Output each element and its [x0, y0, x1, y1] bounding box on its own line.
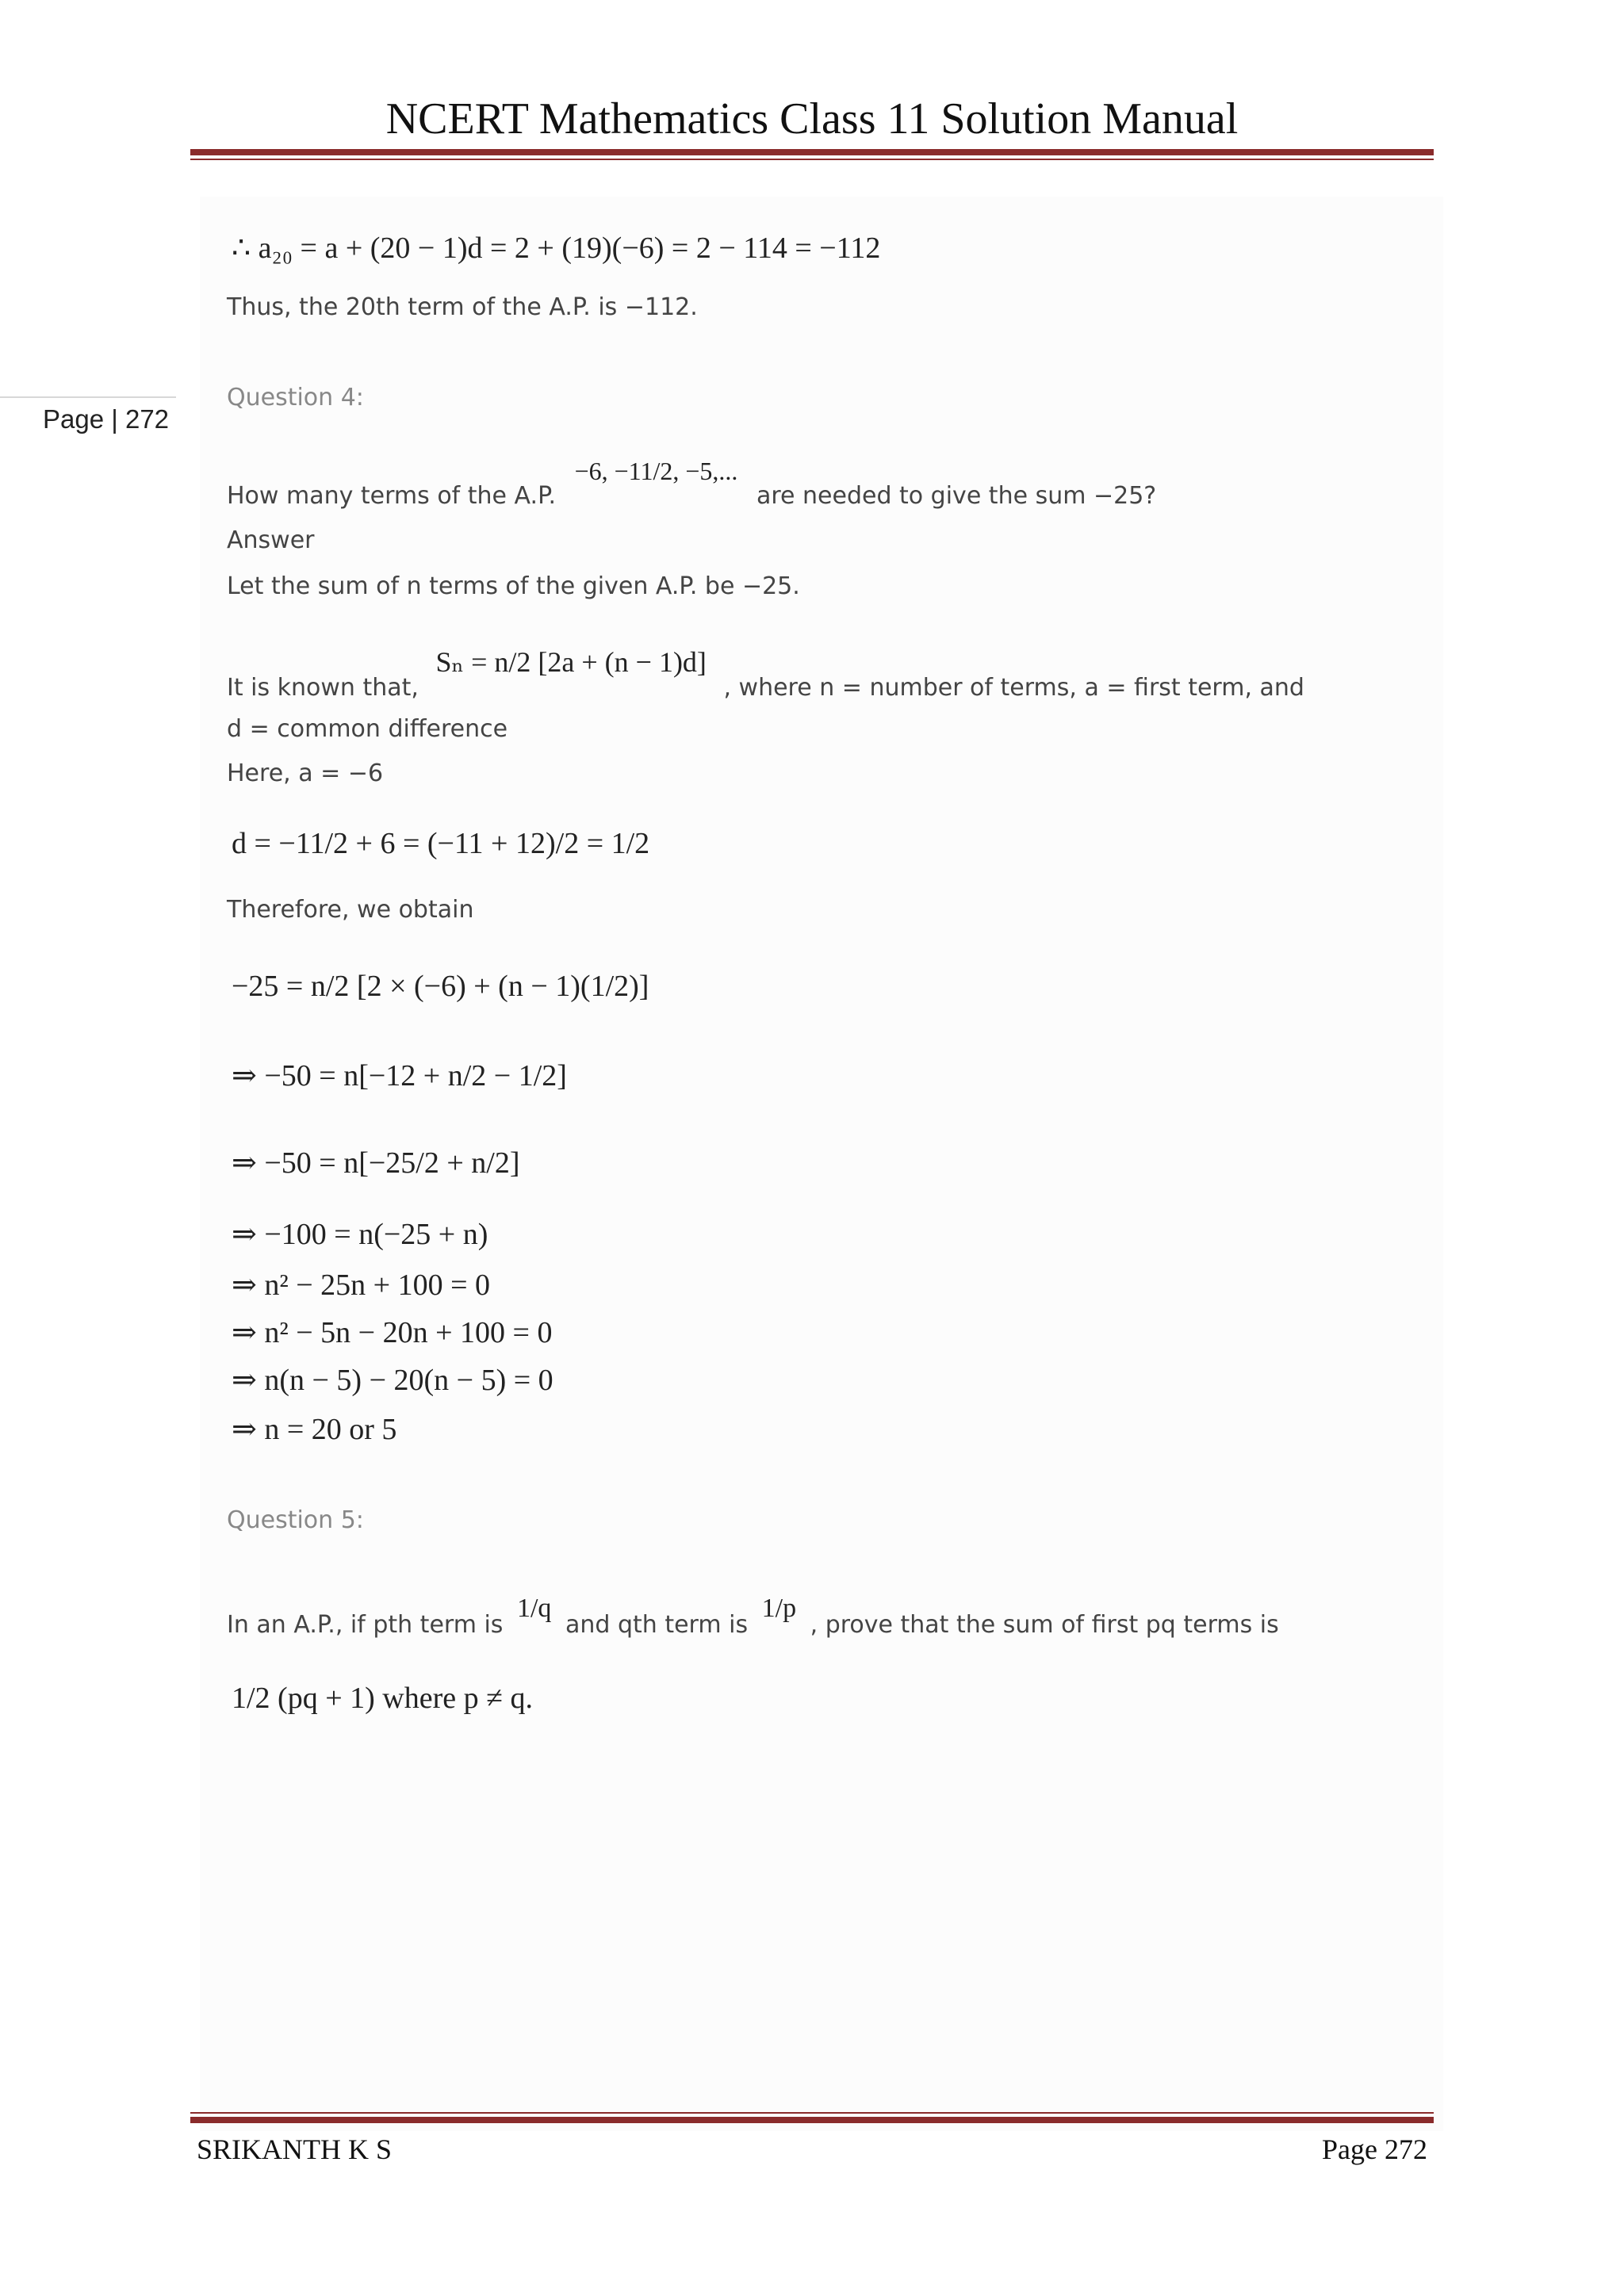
solution-step-3: ⇒ −50 = n[−25/2 + n/2]	[232, 1146, 520, 1180]
twentieth-term-statement: Thus, the 20th term of the A.P. is −112.	[227, 293, 698, 321]
known-formula-line	[227, 646, 1464, 702]
let-statement: Let the sum of n terms of the given A.P. be −25.	[227, 572, 800, 600]
question-5-text-a: In an A.P., if pth term is	[227, 1611, 504, 1639]
footer-rule-thin	[190, 2112, 1434, 2114]
footer-rule-thick	[190, 2117, 1434, 2123]
known-text-a: It is known that,	[227, 674, 419, 702]
solution-step-8: ⇒ n = 20 or 5	[232, 1413, 397, 1446]
sum-formula: Sₙ = n/2 [2a + (n − 1)d]	[435, 646, 707, 678]
side-page-label: Page | 272	[43, 404, 170, 434]
header-rule-thin	[190, 159, 1434, 160]
known-text-b: , where n = number of terms, a = first term, and	[723, 674, 1304, 702]
question-5-text-c: , prove that the sum of first pq terms is	[810, 1611, 1279, 1639]
question-5-fraction-2: 1/p	[761, 1594, 797, 1623]
therefore-statement: Therefore, we obtain	[227, 896, 474, 924]
question-4-text-a: How many terms of the A.P.	[227, 482, 557, 510]
solution-step-7: ⇒ n(n − 5) − 20(n − 5) = 0	[232, 1364, 553, 1397]
header-rule-thick	[190, 149, 1434, 155]
question-5-fraction-1: 1/q	[516, 1594, 552, 1623]
solution-step-1: −25 = n/2 [2 × (−6) + (n − 1)(1/2)]	[232, 970, 649, 1003]
solution-step-2: ⇒ −50 = n[−12 + n/2 − 1/2]	[232, 1059, 567, 1093]
page-header-title: NCERT Mathematics Class 11 Solution Manual	[385, 94, 1239, 144]
common-difference-definition: d = common difference	[227, 715, 508, 743]
question-5-prompt	[227, 1594, 1464, 1640]
question-4-heading: Question 4:	[227, 384, 364, 411]
question-5-result: 1/2 (pq + 1) where p ≠ q.	[232, 1682, 533, 1715]
equation-a20-text: ∴ a₂₀ = a + (20 − 1)d = 2 + (19)(−6) = 2 − 114 = −112	[232, 232, 881, 265]
answer-label: Answer	[227, 526, 315, 554]
side-divider	[0, 396, 176, 398]
footer-page-number: Page 272	[1322, 2133, 1427, 2165]
question-4-prompt	[227, 457, 1464, 510]
solution-step-6: ⇒ n² − 5n − 20n + 100 = 0	[232, 1316, 553, 1349]
first-term-value: Here, a = −6	[227, 760, 384, 787]
equation-a20	[232, 230, 880, 266]
footer-author: SRIKANTH K S	[197, 2133, 393, 2165]
common-difference-calculation: d = −11/2 + 6 = (−11 + 12)/2 = 1/2	[232, 827, 650, 860]
question-4-series: −6, −11/2, −5,...	[574, 457, 738, 485]
question-5-heading: Question 5:	[227, 1506, 364, 1534]
solution-step-5: ⇒ n² − 25n + 100 = 0	[232, 1269, 491, 1302]
solution-step-4: ⇒ −100 = n(−25 + n)	[232, 1218, 488, 1251]
question-4-text-b: are needed to give the sum −25?	[756, 482, 1157, 510]
question-5-text-b: and qth term is	[565, 1611, 749, 1639]
